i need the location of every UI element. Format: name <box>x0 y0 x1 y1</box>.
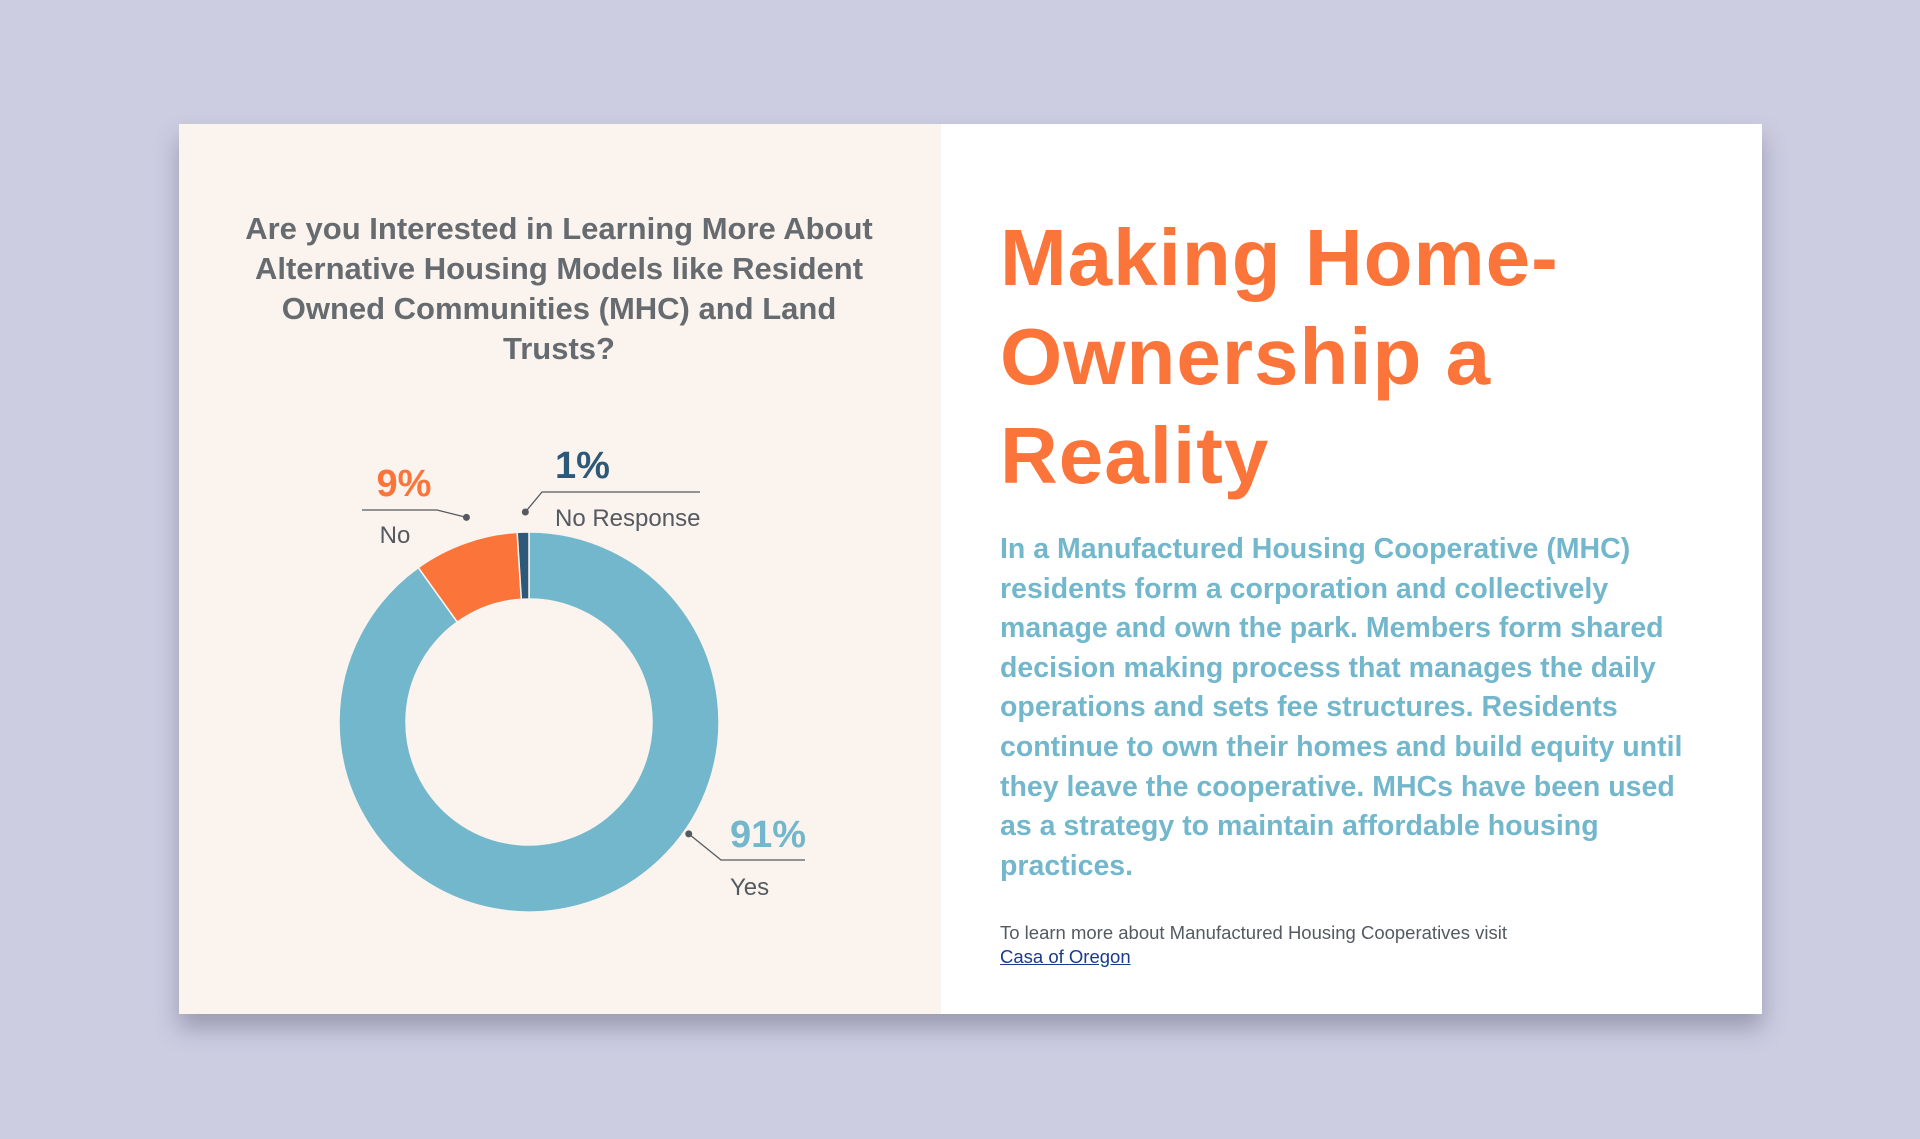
footer-note <box>1000 921 1507 969</box>
headline: Making Home-Ownership a Reality <box>1000 213 1559 500</box>
value-label-no-response: 1% <box>555 445 610 487</box>
body-text: In a Manufactured Housing Cooperative (MHC) residents form a corporation and collectively manage and own the park. Members form shared decision making process that manages the daily operations and sets fee structures. Residents continue to own their homes and build equity until they leave the cooperative. MHCs have been used as a strategy to maintain affordable housing practices. <box>1000 533 1683 882</box>
chart-title: Are you Interested in Learning More About Alternative Housing Models like Resident Owned Communities (MHC) and Land Trusts? <box>245 211 873 366</box>
footer-text: To learn more about Manufactured Housing Cooperatives visit <box>1000 922 1507 943</box>
category-label-no-response: No Response <box>555 505 701 532</box>
value-label-yes: 91% <box>730 814 807 856</box>
casa-of-oregon-link[interactable]: Casa of Oregon <box>1000 946 1131 967</box>
value-label-no: 9% <box>376 463 432 505</box>
callout-line-no <box>362 510 466 517</box>
category-label-no: No <box>379 522 411 549</box>
category-label-yes: Yes <box>730 874 770 901</box>
